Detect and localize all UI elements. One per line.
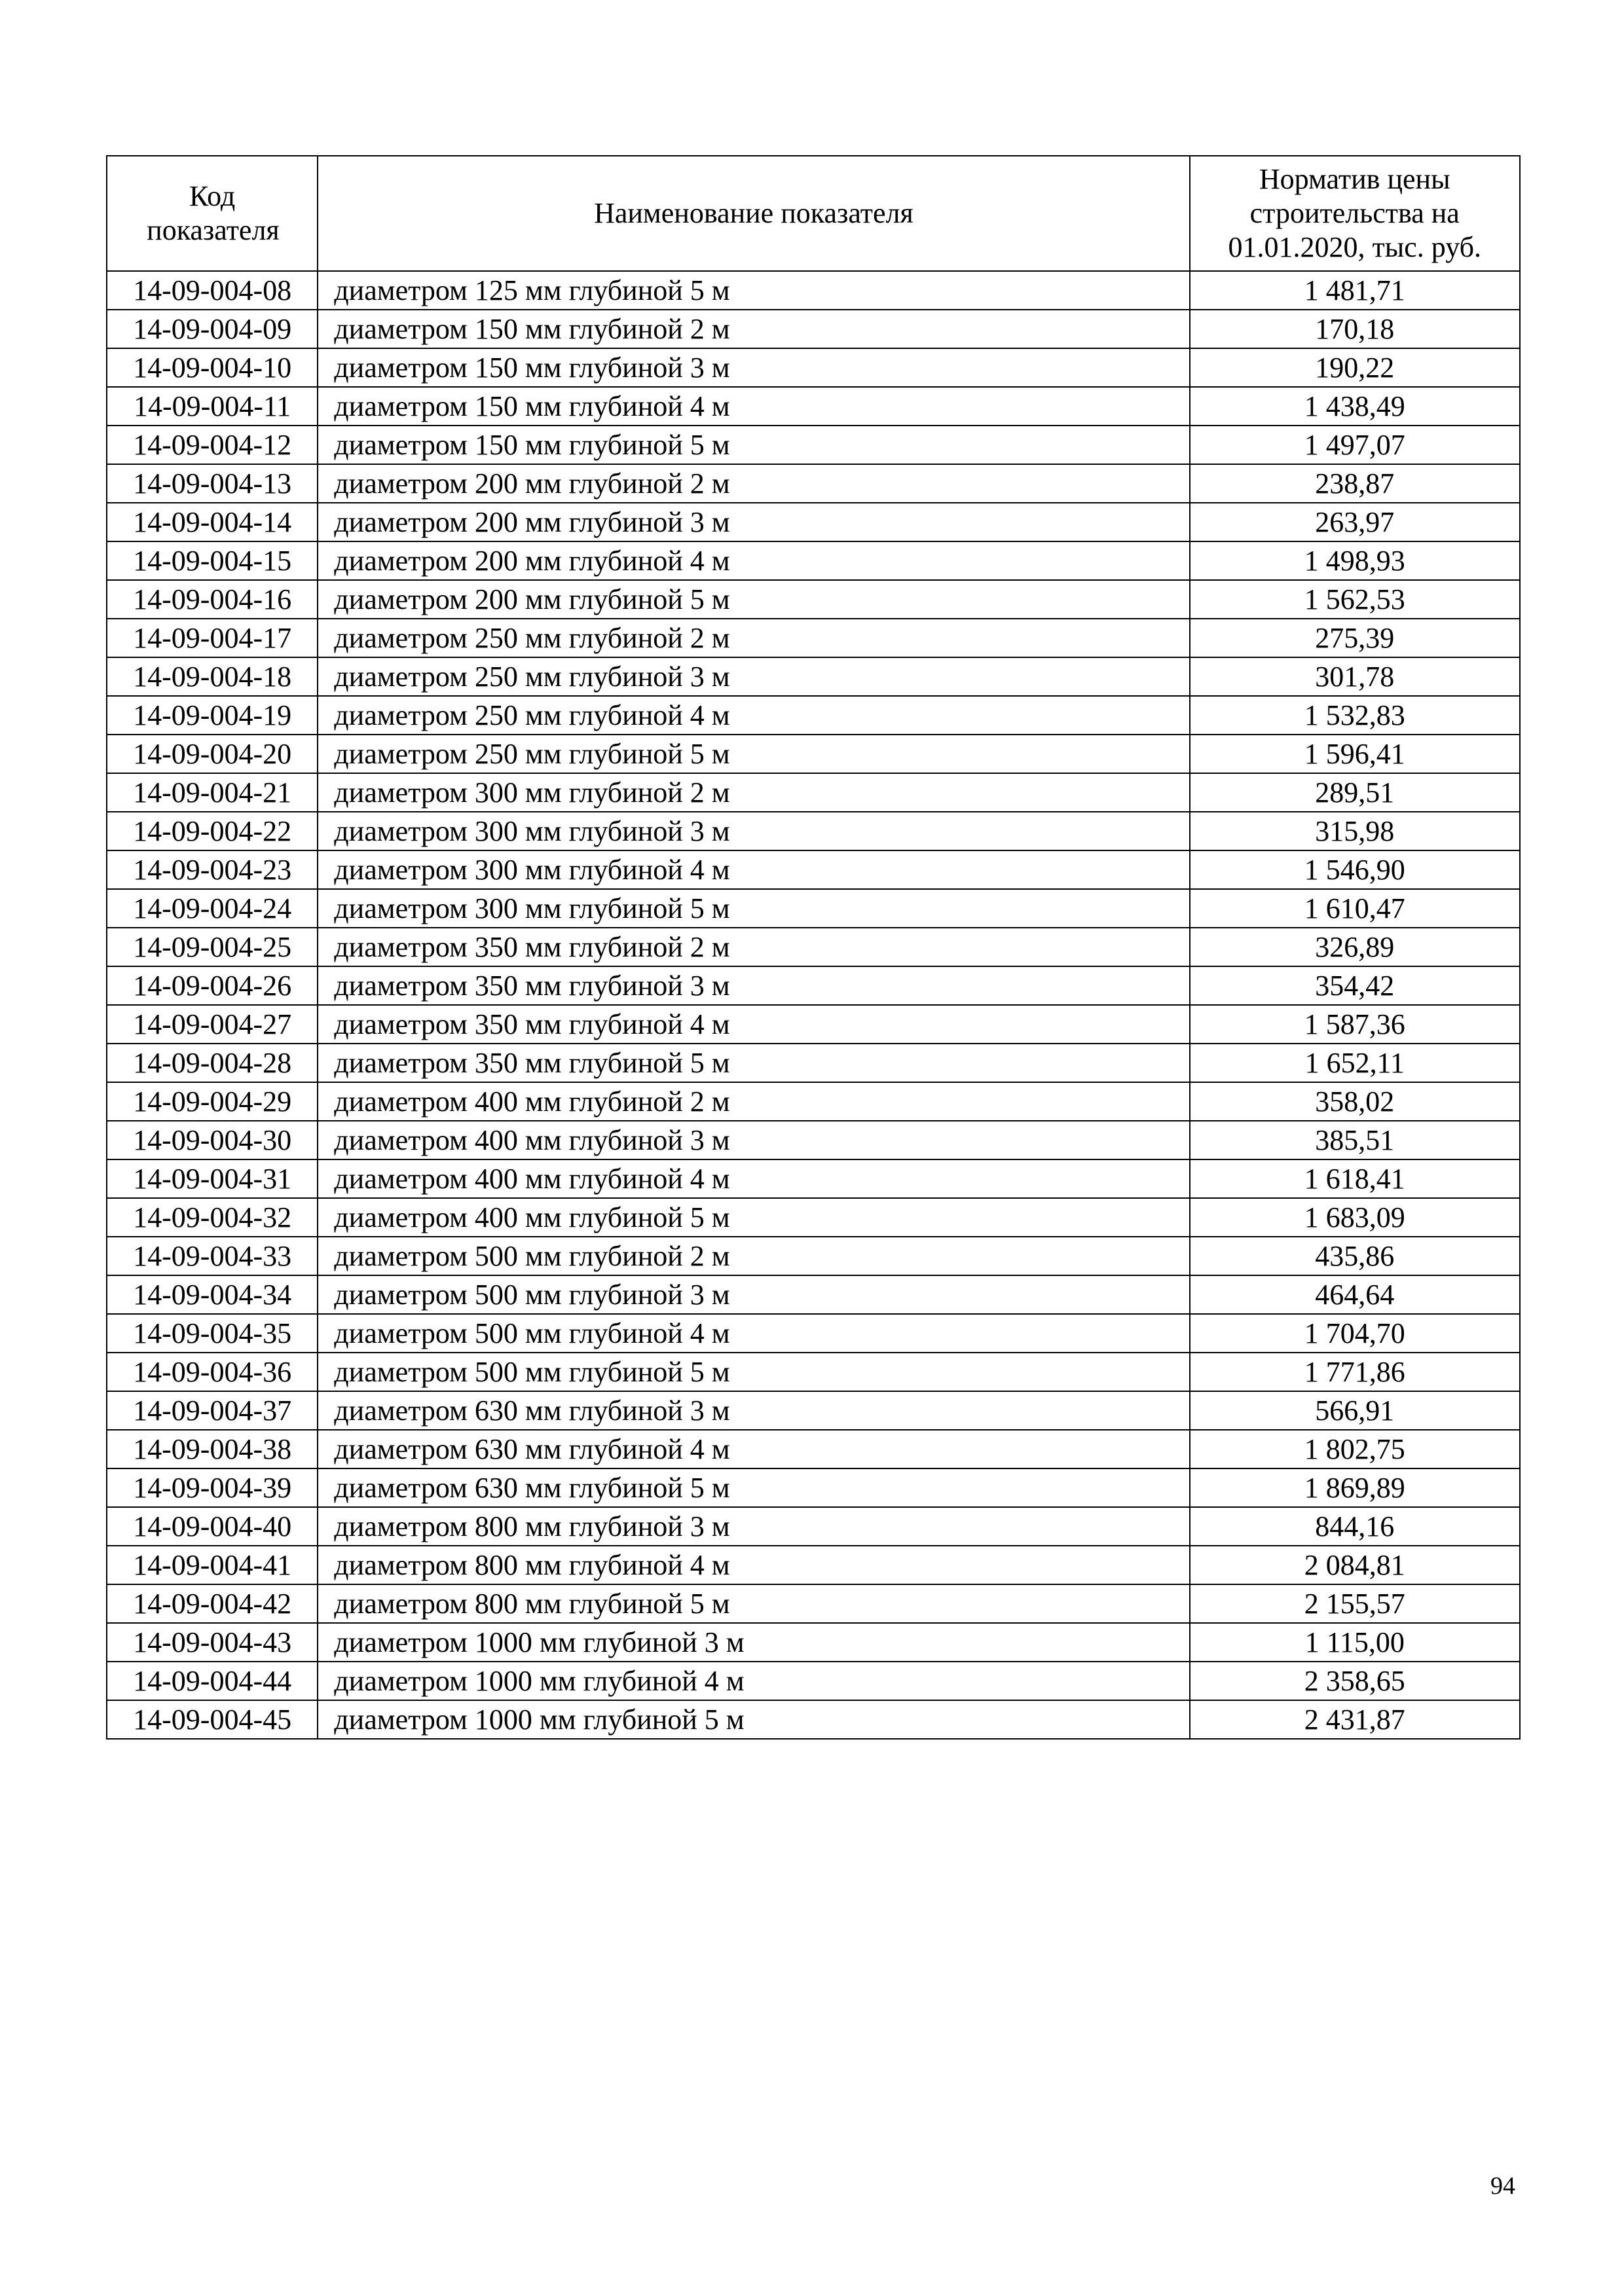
row-code-cell: 14-09-004-12 xyxy=(107,426,318,464)
row-price-cell: 2 155,57 xyxy=(1190,1584,1520,1623)
row-name-cell: диаметром 150 мм глубиной 3 м xyxy=(318,348,1189,387)
row-price-cell: 435,86 xyxy=(1190,1237,1520,1275)
row-price-cell: 1 498,93 xyxy=(1190,541,1520,580)
row-code-cell: 14-09-004-24 xyxy=(107,889,318,928)
row-name-cell: диаметром 400 мм глубиной 4 м xyxy=(318,1159,1189,1198)
row-name-cell: диаметром 150 мм глубиной 2 м xyxy=(318,310,1189,348)
header-code xyxy=(107,156,318,271)
row-code-cell: 14-09-004-38 xyxy=(107,1430,318,1468)
row-code-cell: 14-09-004-26 xyxy=(107,966,318,1005)
row-price-cell: 1 562,53 xyxy=(1190,580,1520,619)
header-name xyxy=(318,156,1189,271)
row-name-cell: диаметром 200 мм глубиной 5 м xyxy=(318,580,1189,619)
table-row xyxy=(107,1623,1520,1662)
table-row xyxy=(107,426,1520,464)
header-price xyxy=(1190,156,1520,271)
table-row xyxy=(107,1237,1520,1275)
row-code-cell: 14-09-004-10 xyxy=(107,348,318,387)
row-price-cell: 844,16 xyxy=(1190,1507,1520,1546)
row-code-cell: 14-09-004-14 xyxy=(107,503,318,541)
table-row xyxy=(107,541,1520,580)
row-name-cell: диаметром 150 мм глубиной 4 м xyxy=(318,387,1189,426)
table-row xyxy=(107,928,1520,966)
row-name-cell: диаметром 1000 мм глубиной 4 м xyxy=(318,1662,1189,1700)
table-row xyxy=(107,464,1520,503)
row-code-cell: 14-09-004-09 xyxy=(107,310,318,348)
row-code-cell: 14-09-004-42 xyxy=(107,1584,318,1623)
row-name-cell: диаметром 800 мм глубиной 3 м xyxy=(318,1507,1189,1546)
row-name-cell: диаметром 300 мм глубиной 2 м xyxy=(318,773,1189,812)
row-price-cell: 1 771,86 xyxy=(1190,1353,1520,1391)
row-code-cell: 14-09-004-45 xyxy=(107,1700,318,1739)
row-price-cell: 1 683,09 xyxy=(1190,1198,1520,1237)
row-name-cell: диаметром 200 мм глубиной 4 м xyxy=(318,541,1189,580)
row-price-cell: 289,51 xyxy=(1190,773,1520,812)
table-row xyxy=(107,1353,1520,1391)
row-name-cell: диаметром 350 мм глубиной 3 м xyxy=(318,966,1189,1005)
row-code-cell: 14-09-004-43 xyxy=(107,1623,318,1662)
row-name-cell: диаметром 800 мм глубиной 5 м xyxy=(318,1584,1189,1623)
row-name-cell: диаметром 630 мм глубиной 5 м xyxy=(318,1468,1189,1507)
table-row xyxy=(107,271,1520,310)
row-price-cell: 464,64 xyxy=(1190,1275,1520,1314)
row-name-cell: диаметром 300 мм глубиной 4 м xyxy=(318,850,1189,889)
row-name-cell: диаметром 500 мм глубиной 2 м xyxy=(318,1237,1189,1275)
row-price-cell: 566,91 xyxy=(1190,1391,1520,1430)
row-code-cell: 14-09-004-40 xyxy=(107,1507,318,1546)
row-name-cell: диаметром 300 мм глубиной 5 м xyxy=(318,889,1189,928)
row-code-cell: 14-09-004-44 xyxy=(107,1662,318,1700)
table-row xyxy=(107,1546,1520,1584)
row-code-cell: 14-09-004-39 xyxy=(107,1468,318,1507)
table-row xyxy=(107,1159,1520,1198)
row-price-cell: 2 431,87 xyxy=(1190,1700,1520,1739)
table-row xyxy=(107,1430,1520,1468)
row-code-cell: 14-09-004-30 xyxy=(107,1121,318,1159)
row-name-cell: диаметром 150 мм глубиной 5 м xyxy=(318,426,1189,464)
row-name-cell: диаметром 200 мм глубиной 3 м xyxy=(318,503,1189,541)
row-code-cell: 14-09-004-29 xyxy=(107,1082,318,1121)
row-code-cell: 14-09-004-20 xyxy=(107,735,318,773)
row-name-cell: диаметром 400 мм глубиной 3 м xyxy=(318,1121,1189,1159)
row-name-cell: диаметром 630 мм глубиной 3 м xyxy=(318,1391,1189,1430)
row-price-cell: 1 587,36 xyxy=(1190,1005,1520,1044)
table-row xyxy=(107,1468,1520,1507)
table-row xyxy=(107,696,1520,735)
row-price-cell: 1 546,90 xyxy=(1190,850,1520,889)
row-name-cell: диаметром 350 мм глубиной 5 м xyxy=(318,1044,1189,1082)
row-code-cell: 14-09-004-18 xyxy=(107,657,318,696)
row-code-cell: 14-09-004-27 xyxy=(107,1005,318,1044)
row-code-cell: 14-09-004-34 xyxy=(107,1275,318,1314)
table-row xyxy=(107,1005,1520,1044)
table-row xyxy=(107,580,1520,619)
row-price-cell: 354,42 xyxy=(1190,966,1520,1005)
row-code-cell: 14-09-004-23 xyxy=(107,850,318,889)
row-name-cell: диаметром 800 мм глубиной 4 м xyxy=(318,1546,1189,1584)
table-row xyxy=(107,1082,1520,1121)
table-row xyxy=(107,1275,1520,1314)
table-row xyxy=(107,1507,1520,1546)
row-price-cell: 1 438,49 xyxy=(1190,387,1520,426)
table-row xyxy=(107,1662,1520,1700)
row-price-cell: 263,97 xyxy=(1190,503,1520,541)
header-price-label: Норматив цены строительства на 01.01.2020, тыс. руб. xyxy=(1228,163,1482,263)
row-price-cell: 1 610,47 xyxy=(1190,889,1520,928)
row-price-cell: 1 652,11 xyxy=(1190,1044,1520,1082)
row-name-cell: диаметром 125 мм глубиной 5 м xyxy=(318,271,1189,310)
row-price-cell: 326,89 xyxy=(1190,928,1520,966)
row-name-cell: диаметром 250 мм глубиной 2 м xyxy=(318,619,1189,657)
row-price-cell: 1 596,41 xyxy=(1190,735,1520,773)
row-name-cell: диаметром 500 мм глубиной 3 м xyxy=(318,1275,1189,1314)
table-row xyxy=(107,773,1520,812)
row-name-cell: диаметром 500 мм глубиной 5 м xyxy=(318,1353,1189,1391)
row-name-cell: диаметром 200 мм глубиной 2 м xyxy=(318,464,1189,503)
row-price-cell: 238,87 xyxy=(1190,464,1520,503)
table-row xyxy=(107,889,1520,928)
table-row xyxy=(107,966,1520,1005)
row-price-cell: 1 481,71 xyxy=(1190,271,1520,310)
row-name-cell: диаметром 400 мм глубиной 2 м xyxy=(318,1082,1189,1121)
row-name-cell: диаметром 250 мм глубиной 4 м xyxy=(318,696,1189,735)
row-code-cell: 14-09-004-25 xyxy=(107,928,318,966)
row-name-cell: диаметром 350 мм глубиной 2 м xyxy=(318,928,1189,966)
table-row xyxy=(107,310,1520,348)
table-row xyxy=(107,657,1520,696)
table-row xyxy=(107,1700,1520,1739)
row-price-cell: 1 497,07 xyxy=(1190,426,1520,464)
row-price-cell: 1 704,70 xyxy=(1190,1314,1520,1353)
row-name-cell: диаметром 400 мм глубиной 5 м xyxy=(318,1198,1189,1237)
table-header-row xyxy=(107,156,1520,271)
table-row xyxy=(107,387,1520,426)
header-name-label: Наименование показателя xyxy=(594,197,913,229)
table-row xyxy=(107,348,1520,387)
row-code-cell: 14-09-004-35 xyxy=(107,1314,318,1353)
row-code-cell: 14-09-004-19 xyxy=(107,696,318,735)
row-name-cell: диаметром 300 мм глубиной 3 м xyxy=(318,812,1189,850)
table-row xyxy=(107,1121,1520,1159)
table-row xyxy=(107,812,1520,850)
row-price-cell: 1 802,75 xyxy=(1190,1430,1520,1468)
row-code-cell: 14-09-004-37 xyxy=(107,1391,318,1430)
row-price-cell: 2 084,81 xyxy=(1190,1546,1520,1584)
table-row xyxy=(107,503,1520,541)
row-code-cell: 14-09-004-36 xyxy=(107,1353,318,1391)
table-row xyxy=(107,619,1520,657)
row-name-cell: диаметром 1000 мм глубиной 5 м xyxy=(318,1700,1189,1739)
row-code-cell: 14-09-004-22 xyxy=(107,812,318,850)
row-code-cell: 14-09-004-16 xyxy=(107,580,318,619)
row-code-cell: 14-09-004-11 xyxy=(107,387,318,426)
row-code-cell: 14-09-004-28 xyxy=(107,1044,318,1082)
row-code-cell: 14-09-004-08 xyxy=(107,271,318,310)
row-code-cell: 14-09-004-17 xyxy=(107,619,318,657)
row-price-cell: 301,78 xyxy=(1190,657,1520,696)
page-number: 94 xyxy=(1490,2172,1515,2200)
row-code-cell: 14-09-004-32 xyxy=(107,1198,318,1237)
row-code-cell: 14-09-004-41 xyxy=(107,1546,318,1584)
row-code-cell: 14-09-004-33 xyxy=(107,1237,318,1275)
price-norms-table xyxy=(106,155,1521,1740)
table-row xyxy=(107,1584,1520,1623)
table-row xyxy=(107,735,1520,773)
row-name-cell: диаметром 250 мм глубиной 5 м xyxy=(318,735,1189,773)
table-row xyxy=(107,1391,1520,1430)
row-name-cell: диаметром 1000 мм глубиной 3 м xyxy=(318,1623,1189,1662)
row-price-cell: 170,18 xyxy=(1190,310,1520,348)
table-row xyxy=(107,1198,1520,1237)
row-price-cell: 1 532,83 xyxy=(1190,696,1520,735)
row-name-cell: диаметром 500 мм глубиной 4 м xyxy=(318,1314,1189,1353)
row-price-cell: 1 115,00 xyxy=(1190,1623,1520,1662)
row-name-cell: диаметром 630 мм глубиной 4 м xyxy=(318,1430,1189,1468)
table-row xyxy=(107,1314,1520,1353)
row-name-cell: диаметром 250 мм глубиной 3 м xyxy=(318,657,1189,696)
row-code-cell: 14-09-004-13 xyxy=(107,464,318,503)
row-price-cell: 385,51 xyxy=(1190,1121,1520,1159)
table-row xyxy=(107,1044,1520,1082)
row-price-cell: 2 358,65 xyxy=(1190,1662,1520,1700)
row-code-cell: 14-09-004-21 xyxy=(107,773,318,812)
row-price-cell: 358,02 xyxy=(1190,1082,1520,1121)
row-price-cell: 315,98 xyxy=(1190,812,1520,850)
row-name-cell: диаметром 350 мм глубиной 4 м xyxy=(318,1005,1189,1044)
row-price-cell: 1 869,89 xyxy=(1190,1468,1520,1507)
row-code-cell: 14-09-004-15 xyxy=(107,541,318,580)
header-code-label: Код показателя xyxy=(147,180,280,246)
row-price-cell: 190,22 xyxy=(1190,348,1520,387)
row-code-cell: 14-09-004-31 xyxy=(107,1159,318,1198)
table-row xyxy=(107,850,1520,889)
row-price-cell: 275,39 xyxy=(1190,619,1520,657)
table-body xyxy=(107,271,1520,1739)
row-price-cell: 1 618,41 xyxy=(1190,1159,1520,1198)
